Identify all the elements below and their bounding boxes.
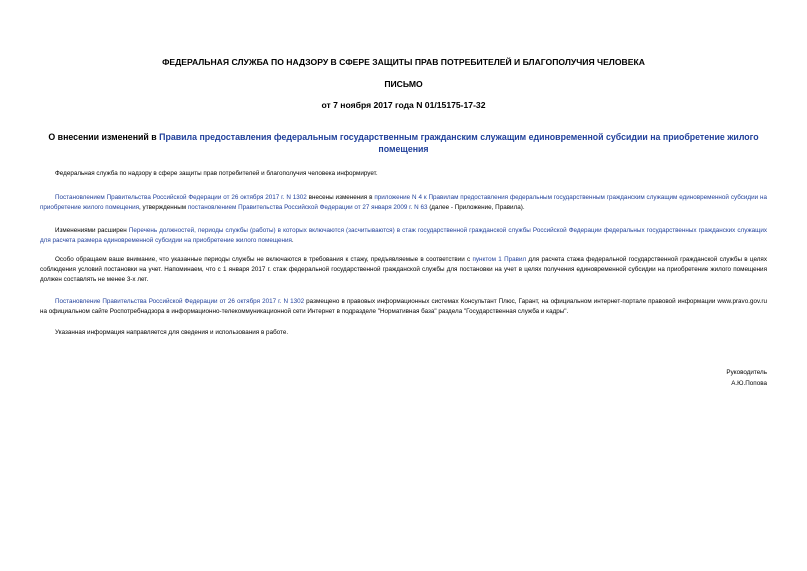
paragraph-2 xyxy=(40,193,767,213)
resolution-1302-link[interactable]: Постановлением Правительства Российской Федерации от 26 октября 2017 г. N 1302 xyxy=(55,194,307,201)
document-type: ПИСЬМО xyxy=(384,79,423,89)
document-subject xyxy=(40,131,767,155)
paragraph-4 xyxy=(40,255,767,285)
rule-item-1-link[interactable]: пунктом 1 Правил xyxy=(472,256,527,263)
paragraph-1 xyxy=(40,169,767,179)
positions-list-link[interactable]: Перечень должностей, периоды службы (работы) в которых включаются (засчитываются) в стаж государственной гражданской службы Российской Федерации федеральных государственных гражданских служащих для расчета размера единовременной субсидии на приобретение жилого помещения xyxy=(40,227,767,244)
paragraph-3 xyxy=(40,226,767,246)
paragraph-2-text-3: (далее - Приложение, Правила). xyxy=(427,204,525,211)
paragraph-1-text: Федеральная служба по надзору в сфере защиты прав потребителей и благополучия человека информирует. xyxy=(55,170,378,177)
paragraph-2-text-2: , утвержденным xyxy=(139,204,188,211)
resolution-63-link[interactable]: постановлением Правительства Российской Федерации от 27 января 2009 г. N 63 xyxy=(187,204,428,211)
signature-name: А.Ю.Попова xyxy=(731,380,767,387)
paragraph-6-text: Указанная информация направляется для сведения и использования в работе. xyxy=(55,329,289,336)
signature-title: Руководитель xyxy=(726,369,767,376)
paragraph-4-text-1: Особо обращаем ваше внимание, что указанные периоды службы не включаются в требования к стажу, предъявляемые в соответствии с xyxy=(55,256,473,263)
resolution-1302-link-2[interactable]: Постановление Правительства Российской Федерации от 26 октября 2017 г. N 1302 xyxy=(55,298,305,305)
paragraph-6 xyxy=(40,328,767,338)
document-dateline: от 7 ноября 2017 года N 01/15175-17-32 xyxy=(321,100,486,110)
paragraph-3-text-1: Изменениями расширен xyxy=(55,227,129,234)
appendix-4-link[interactable]: приложение N 4 к Правилам предоставления федеральным государственным гражданским служащим единовременной субсидии на приобретение жилого помещения xyxy=(40,194,767,211)
agency-title: ФЕДЕРАЛЬНАЯ СЛУЖБА ПО НАДЗОРУ В СФЕРЕ ЗАЩИТЫ ПРАВ ПОТРЕБИТЕЛЕЙ И БЛАГОПОЛУЧИЯ ЧЕЛОВЕКА xyxy=(162,57,645,67)
paragraph-2-text-1: внесены изменения в xyxy=(306,194,375,201)
paragraph-3-text-2: . xyxy=(291,237,294,244)
subject-link[interactable]: Правила предоставления федеральным государственным гражданским служащим единовременной субсидии на приобретение жилого помещения xyxy=(159,132,759,154)
paragraph-5 xyxy=(40,297,767,317)
paragraph-4-text-2: для расчета стажа федеральной государственной гражданской службы в целях соблюдения условий постановки на учет. Напоминаем, что с 1 января 2017 г. стаж федеральной государственной гражданской службы для постановки на учет в целях получения единовременной субсидии на приобретение жилого помещения должен составлять не менее 3-х лет. xyxy=(40,256,767,283)
paragraph-5-text-1: размещено в правовых информационных системах Консультант Плюс, Гарант, на официальном интернет-портале правовой информации www.pravo.gov.ru на официальном сайте Роспотребнадзора в информационно-телекоммуникационной сети Интернет в подразделе "Нормативная база" раздела "Государственная служба и кадры". xyxy=(40,298,767,315)
subject-prefix: О внесении изменений в xyxy=(48,132,160,142)
